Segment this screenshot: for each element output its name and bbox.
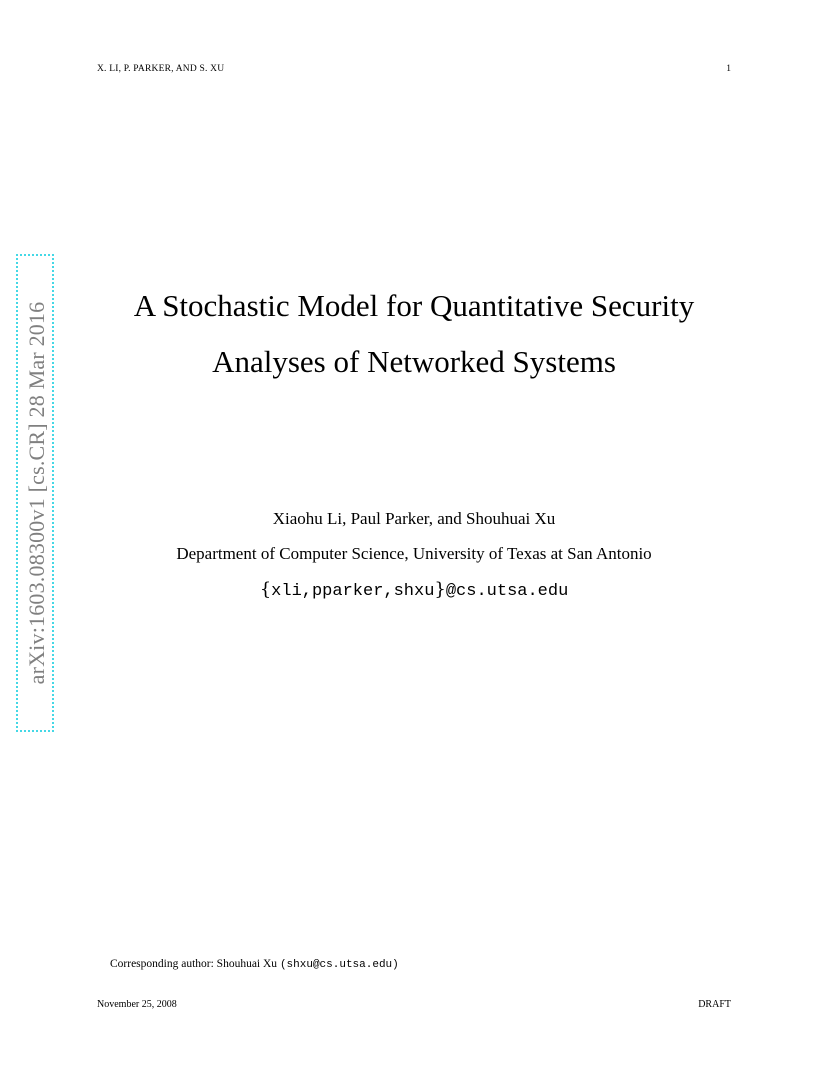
- email-users: xli,pparker,shxu: [271, 582, 435, 601]
- footnote-label: Corresponding author: Shouhuai Xu: [110, 958, 280, 970]
- paper-title: [0, 278, 828, 390]
- arxiv-identifier[interactable]: arXiv:1603.08300v1 [cs.CR] 28 Mar 2016: [24, 301, 49, 685]
- page-number: 1: [726, 64, 731, 74]
- email-domain: @cs.utsa.edu: [445, 582, 569, 601]
- author-emails: [0, 580, 828, 602]
- title-line-1: A Stochastic Model for Quantitative Security: [133, 288, 695, 323]
- corresponding-author-footnote: [110, 958, 399, 971]
- email-close-brace: }: [434, 579, 446, 600]
- footnote-email: (shxu@cs.utsa.edu): [279, 959, 399, 971]
- footer-draft-label: DRAFT: [698, 999, 731, 1010]
- running-head: X. LI, P. PARKER, AND S. XU: [97, 64, 225, 74]
- footer-date: November 25, 2008: [97, 999, 177, 1010]
- email-open-brace: {: [259, 579, 272, 600]
- title-line-2: Analyses of Networked Systems: [212, 344, 616, 379]
- author-affiliation: Department of Computer Science, University of Texas at San Antonio: [176, 544, 652, 563]
- author-list: Xiaohu Li, Paul Parker, and Shouhuai Xu: [272, 509, 556, 528]
